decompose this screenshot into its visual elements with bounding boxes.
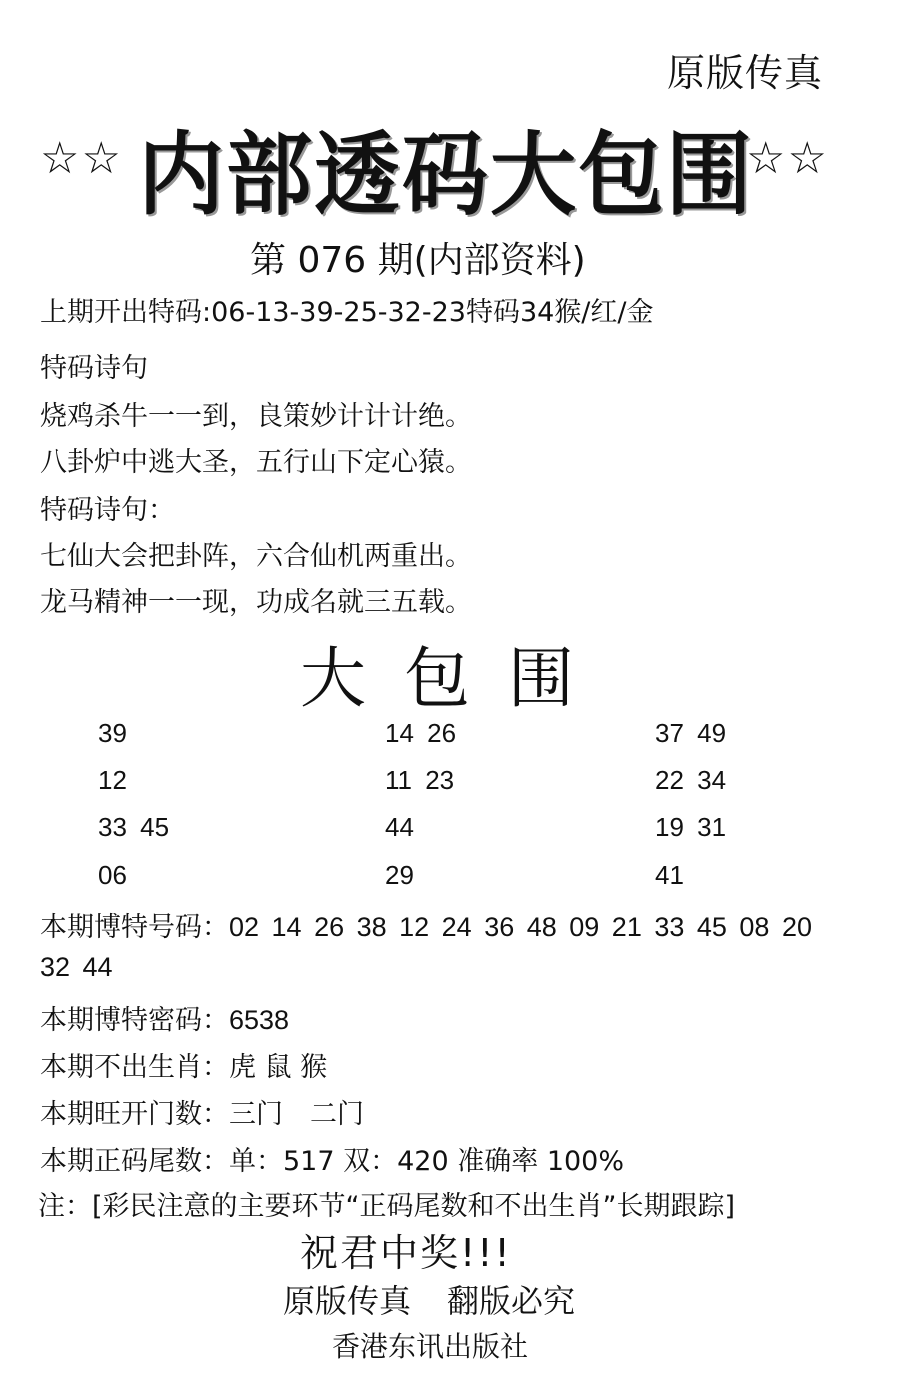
poem-heading: 特码诗句: [40, 353, 148, 384]
poem-heading: 特码诗句：: [40, 495, 175, 526]
previous-result: 上期开出特码:06-13-39-25-32-23特码34猴/红/金: [40, 297, 654, 328]
footer-copyright: 翻版必究: [447, 1282, 576, 1320]
poem-line: 龙马精神一一现，功成名就三五载。: [40, 587, 472, 618]
grid-cell: 06: [98, 860, 127, 890]
poem-line: 烧鸡杀牛一一到，良策妙计计计绝。: [40, 401, 472, 432]
grid-cell: 37 49: [655, 718, 727, 748]
corner-note: 原版传真: [667, 51, 824, 95]
grid-cell: 14 26: [385, 718, 457, 748]
excluded-zodiac-value: 虎 鼠 猴: [229, 1052, 328, 1083]
grid-cell: 44: [385, 812, 414, 842]
secret-code-label: 本期博特密码：: [40, 1005, 229, 1036]
issue-number: 第 076 期(内部资料): [250, 240, 586, 281]
banner-title: 内部透码大包围: [138, 122, 754, 228]
special-numbers: [40, 905, 812, 944]
excluded-zodiac-label: 本期不出生肖：: [40, 1052, 229, 1083]
grid-cell: 41: [655, 860, 684, 890]
grid-title: 大包围: [300, 640, 612, 717]
star-icon-left: ☆☆: [40, 133, 123, 184]
excluded-zodiac: [40, 1045, 327, 1084]
special-numbers-continued: 32 44: [40, 952, 113, 982]
footer-original: 原版传真: [283, 1282, 412, 1320]
grid-cell: 22 34: [655, 765, 727, 795]
hot-doors: [40, 1092, 364, 1131]
tail-numbers: [40, 1139, 624, 1178]
hot-doors-value: 三门 二门: [229, 1099, 364, 1130]
grid-cell: 11 23: [385, 765, 455, 795]
secret-code-value: 6538: [229, 1005, 290, 1035]
poem-line: 八卦炉中逃大圣，五行山下定心猿。: [40, 447, 472, 478]
hot-doors-label: 本期旺开门数：: [40, 1099, 229, 1130]
footer-line: [283, 1276, 575, 1322]
wish-text: 祝君中奖!!!: [300, 1231, 512, 1275]
special-numbers-label: 本期博特号码：: [40, 912, 229, 943]
tail-numbers-label: 本期正码尾数：: [40, 1146, 229, 1177]
grid-cell: 19 31: [655, 812, 727, 842]
banner: [38, 105, 848, 228]
grid-cell: 29: [385, 860, 414, 890]
special-numbers-value: 02 14 26 38 12 24 36 48 09 21 33 45 08 20: [229, 912, 812, 942]
footnote: 注：[彩民注意的主要环节“正码尾数和不出生肖”长期跟踪]: [38, 1191, 736, 1222]
publisher: 香港东讯出版社: [332, 1330, 529, 1363]
grid-cell: 33 45: [98, 812, 170, 842]
grid-cell: 12: [98, 765, 127, 795]
tail-numbers-value: 单：517 双：420 准确率 100%: [229, 1146, 625, 1177]
poem-line: 七仙大会把卦阵，六合仙机两重出。: [40, 541, 472, 572]
star-icon-right: ☆☆: [746, 133, 829, 184]
grid-cell: 39: [98, 718, 127, 748]
secret-code: [40, 998, 289, 1037]
